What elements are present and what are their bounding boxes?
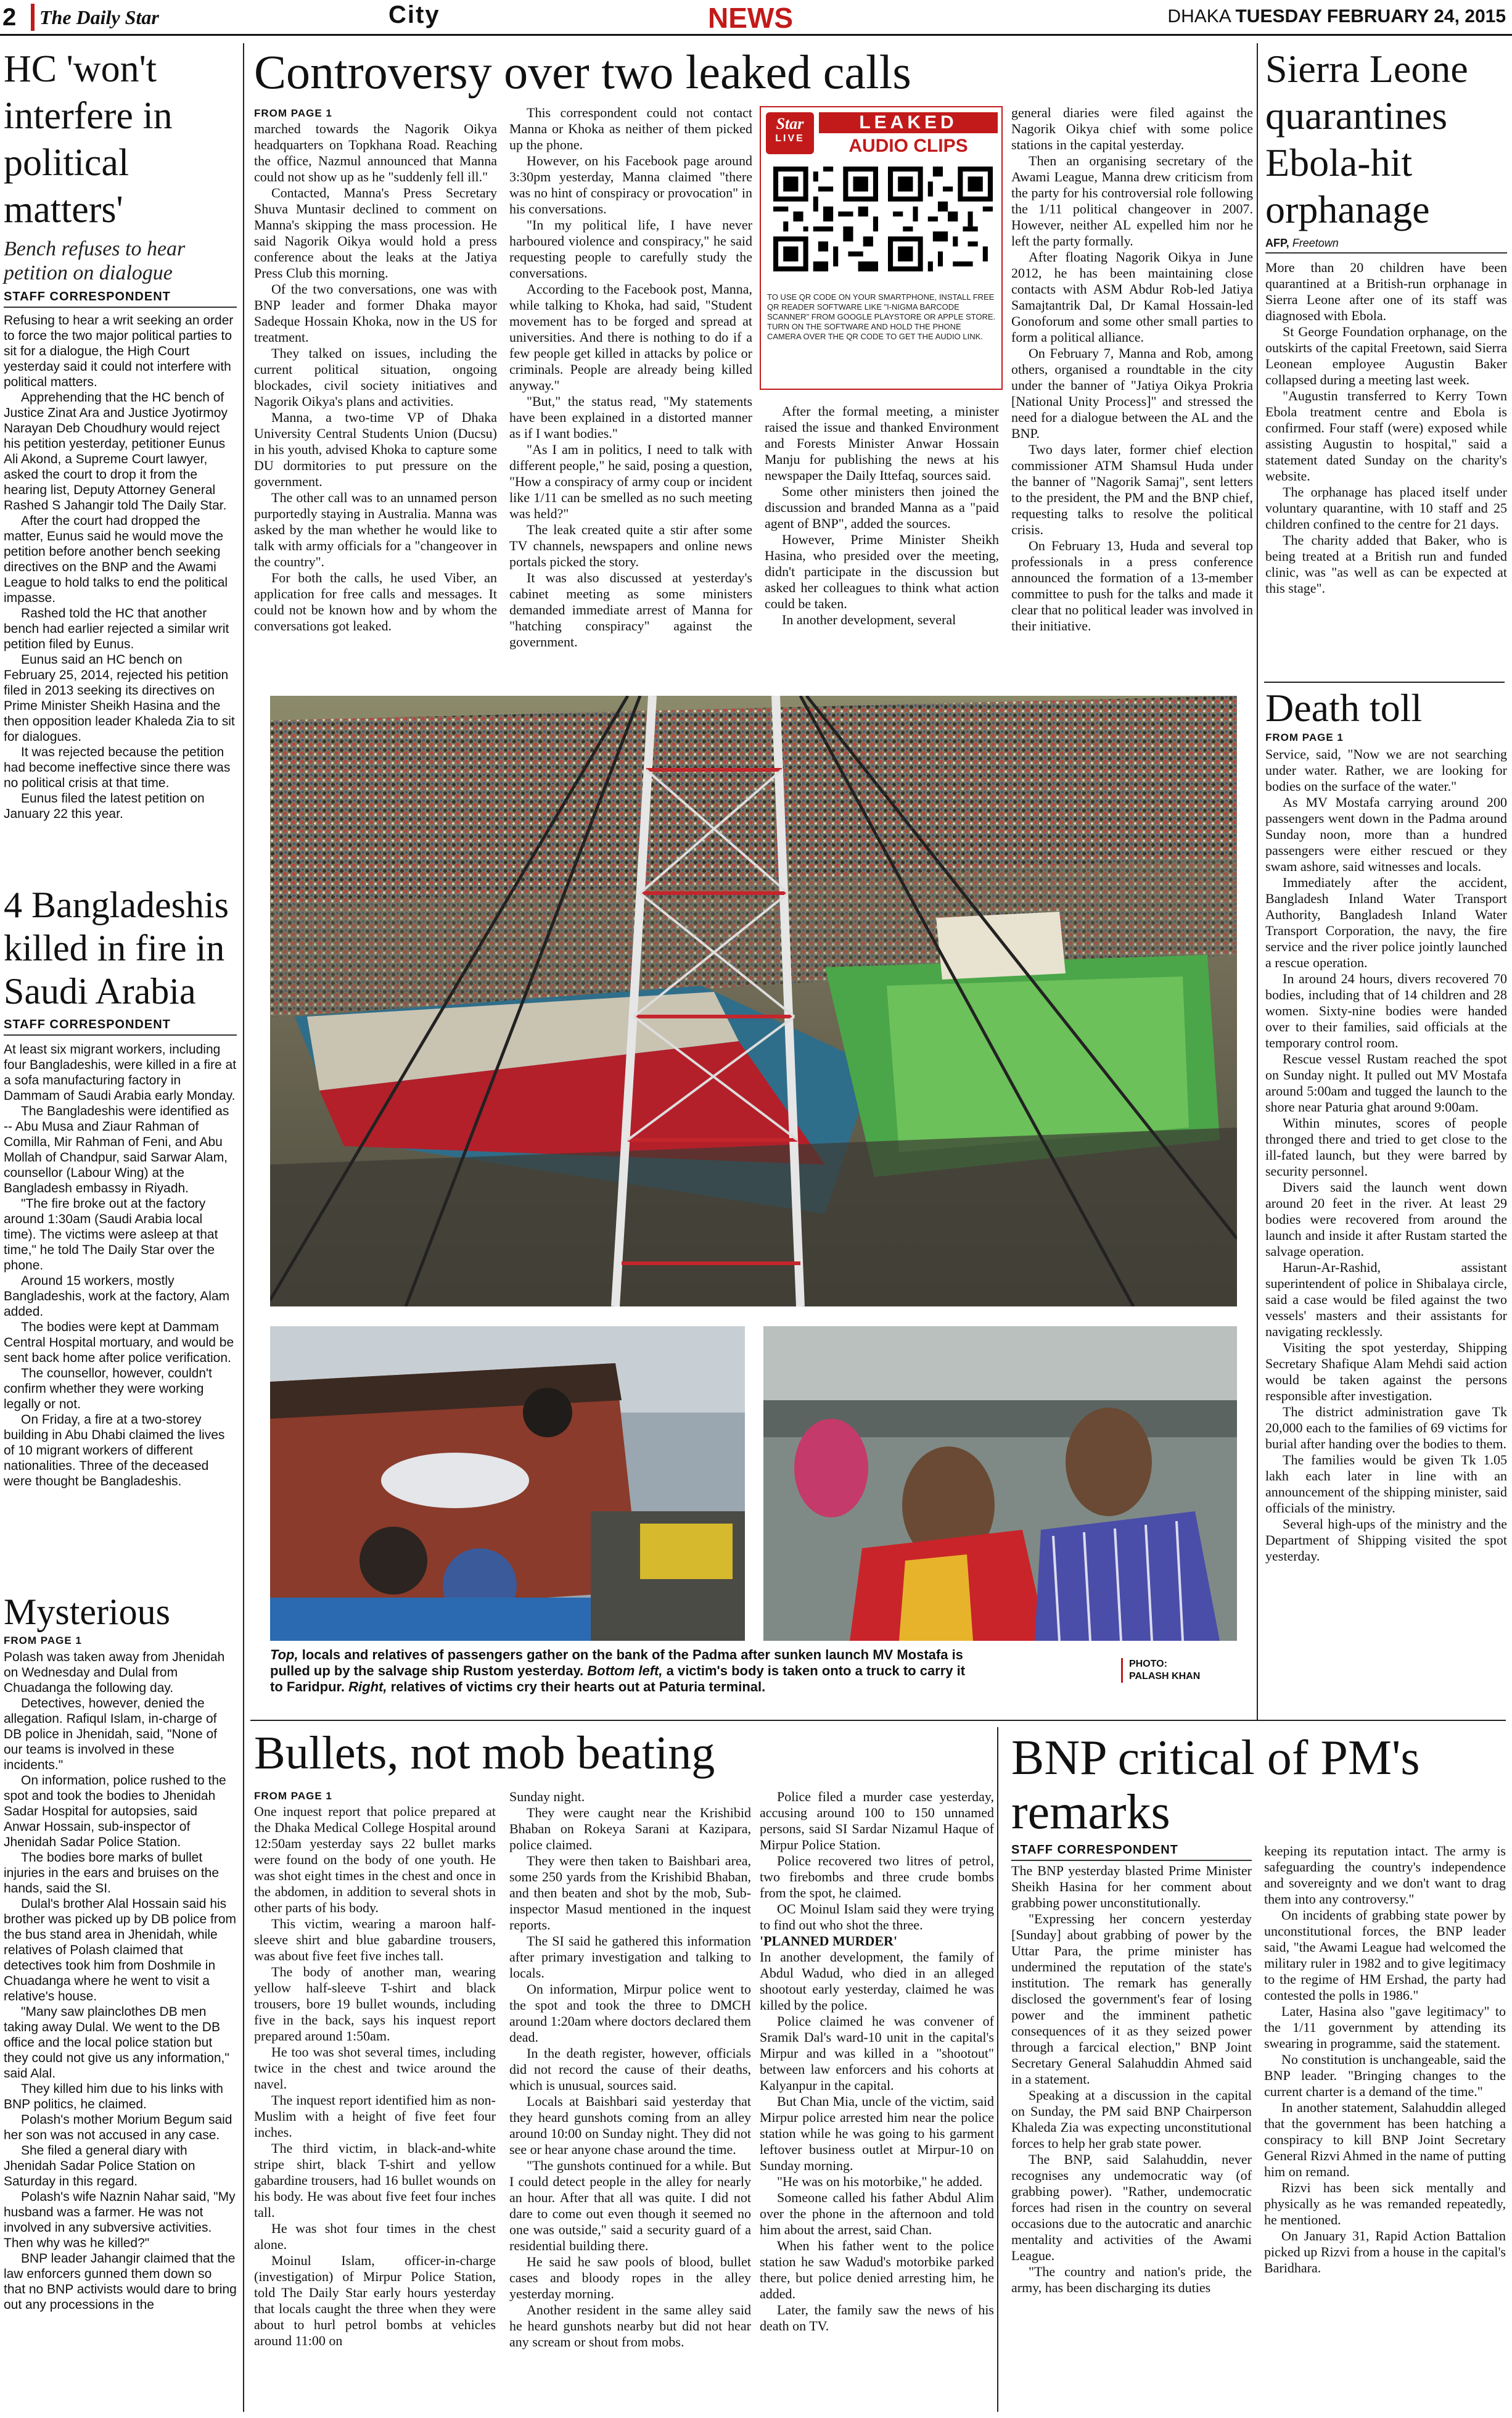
paragraph: According to the Facebook post, Manna, while talking to Khoka, had said, "Student movement has to be forged and spread at universities. And there is nothing to do if a few people get killed in attacks by police or criminals. People are already being killed anyway." [509, 281, 752, 393]
dateline-city: DHAKA [1167, 6, 1231, 27]
headline-bullets: Bullets, not mob beating [254, 1727, 715, 1779]
paragraph: The third victim, in black-and-white stripe shirt, black T-shirt and yellow gabardine trousers, had 16 bullet wounds on his body. He was about five feet four inches tall. [254, 2140, 496, 2220]
paragraph: Of the two conversations, one was with BNP leader and former Dhaka mayor Sadeque Hossain Khoka, now in the US for treatment. [254, 281, 497, 345]
paragraph: It was also discussed at yesterday's cabinet meeting as some ministers demanded immediate arrest of Manna for "hatching conspiracy" against the government. [509, 570, 752, 650]
paragraph: Rashed told the HC that another bench had earlier rejected a similar writ petition filed by Eunus. [4, 606, 229, 652]
paragraph: Harun-Ar-Rashid, assistant superintendent of police in Shibalaya circle, said a case would be filed against the two vessels' masters and their assistants for navigating recklessly. [1265, 1260, 1507, 1339]
paragraph: This victim, wearing a maroon half-sleeve shirt and blue gabardine trousers, was about five feet five inches tall. [254, 1916, 496, 1963]
paragraph: Apprehending that the HC bench of Justice Zinat Ara and Justice Jyotirmoy Narayan Deb Choudhury would reject his petition yesterday, petitioner Eunus Ali Akond, a Supreme Court lawyer, asked the court to drop it from the hearing list, Deputy Attorney General Rashed S Jahangir told The Daily Star. [4, 390, 228, 513]
promo-title-2: AUDIO CLIPS [848, 136, 968, 156]
jump-label: FROM PAGE 1 [1265, 732, 1344, 743]
paragraph: The SI said he gathered this information after primary investigation and talking to locals. [509, 1933, 751, 1981]
source-agency: AFP, [1265, 237, 1289, 249]
paragraph: Contacted, Manna's Press Secretary Shuva Muntasir declined to comment on Manna's skipping the mass procession. He said Nagorik Oikya would hold a press conference about the leaks at the Jatiya Press Club this morning. [254, 185, 497, 281]
paragraph: Sunday night. [509, 1789, 585, 1804]
photo-grieving-relatives-image [763, 1326, 1237, 1641]
body-bnp-col1 [1011, 1863, 1252, 2412]
paragraph: "As I am in politics, I need to talk with different people," he said, posing a question, "How a conspiracy of army coup or incident like 1/11 can be smelled as no such meeting was held?" [509, 442, 752, 521]
paragraph: Several high-ups of the ministry and the Department of Shipping visited the spot yesterday. [1265, 1516, 1507, 1564]
paragraph: The orphanage has placed itself under voluntary quarantine, with 10 staff and 25 children confined to the centre for 21 days. [1265, 484, 1507, 532]
caption-top-label: Top, [270, 1647, 298, 1662]
paragraph: Someone called his father Abdul Alim over the phone in the afternoon and told him about the arrest, said Chan. [760, 2190, 994, 2237]
paragraph: "In my political life, I have never harboured violence and conspiracy," he said requesting people to carefully study the conversations. [509, 217, 752, 281]
paragraph: BNP leader Jahangir claimed that the law enforcers gunned them down so that no BNP activists would dare to bring out any processions in the [4, 2251, 237, 2312]
paragraph: Locals at Baishbari said yesterday that they heard gunshots coming from an alley around 10:00 on Sunday night. They did not see or hear anyone chase around the time. [509, 2094, 751, 2157]
paragraph: Manna, a two-time VP of Dhaka University Central Students Union (Ducsu) in his youth, advised Khoka to capture some DU dormitories to put pressure on the government. [254, 410, 497, 489]
paragraph: The BNP, said Salahuddin, never recognises any undemocratic way (of grabbing power). "Rather, undemocratic forces had risen in the country on several occasions due to the autocratic and anarchic mentality and activities of the Awami League. [1011, 2152, 1252, 2263]
paragraph: She filed a general diary with Jhenidah Sadar Police Station on Saturday in this regard. [4, 2144, 195, 2189]
paragraph: Rescue vessel Rustam reached the spot on Sunday night. It pulled out MV Mostafa around 5:00am and tugged the launch to the shore near Paturia ghat around 9:00am. [1265, 1051, 1507, 1115]
paragraph: Later, the family saw the news of his death on TV. [760, 2302, 994, 2333]
paragraph: It was rejected because the petition had become ineffective since there was no political crisis at that time. [4, 745, 231, 791]
byline-saudi: STAFF CORRESPONDENT [4, 1018, 237, 1036]
page-number: 2 [2, 4, 17, 31]
dateline [1167, 6, 1506, 27]
photo-credit-label: PHOTO: [1129, 1659, 1167, 1669]
paragraph: They were then taken to Baishbari area, some 250 yards from the Krishibid Bhaban, and then beaten and shot by the mob, Sub-inspector Masud mentioned in the inquest reports. [509, 1853, 751, 1933]
paragraph: The families would be given Tk 1.05 lakh each later in line with an announcement of the shipping minister, said officials of the ministry. [1265, 1452, 1507, 1516]
paragraph: On February 7, Manna and Rob, among others, organised a roundtable in the city under the banner of "Jatiya Oikya Prokria [National Unity Process]" and stressed the need for a dialogue between the AL and the BNP. [1011, 345, 1253, 441]
paragraph: At least six migrant workers, including four Bangladeshis, were killed in a fire at a sofa manufacturing factory in Dammam of Saudi Arabia early Monday. [4, 1042, 237, 1103]
body-leaked-col2 [509, 105, 752, 688]
photo-body-truck [270, 1326, 745, 1641]
body-bullets-col1 [254, 1804, 496, 2412]
leaked-audio-promo [760, 106, 1003, 390]
caption-text-2: a victim's body is taken onto a truck to carry it to Faridpur. [270, 1663, 966, 1694]
paragraph: Some other ministers then joined the discussion and branded Manna as a "paid agent of BNP", added the sources. [765, 484, 999, 531]
body-bullets-col2 [509, 1789, 751, 2412]
paragraph: On February 13, Huda and several top professionals in a press conference announced the formation of a 13-member committee to push for the talks and made it clear that no political leader was involved in their initiative. [1011, 538, 1253, 633]
body-death-toll [1265, 746, 1507, 1721]
headline-sierra: Sierra Leone quarantines Ebola-hit orphanage [1265, 47, 1468, 231]
article-hc [4, 46, 237, 868]
paragraph: Polash was taken away from Jhenidah on Wednesday and Dulal from Chuadanga the following day. [4, 1650, 225, 1695]
paragraph: In around 24 hours, divers recovered 70 bodies, including that of 14 children and 28 women. Sixty-nine bodies were handed over to their families, said officials at the temporary control room. [1265, 971, 1507, 1050]
dateline-date: TUESDAY FEBRUARY 24, 2015 [1235, 6, 1506, 27]
paragraph: No constitution is unchangeable, said the BNP leader. "Bringing changes to the current charter is a demand of the time." [1264, 2052, 1506, 2099]
paragraph: When his father went to the police station he saw Wadud's motorbike parked there, but police denied arresting him, he added. [760, 2238, 994, 2301]
paragraph: On Friday, a fire at a two-storey building in Abu Dhabi claimed the lives of 10 migrant workers of different nationalities. Three of the deceased were thought be Bangladeshis. [4, 1413, 225, 1488]
body-leaked-col3 [765, 403, 999, 688]
promo-title-1: LEAKED [819, 112, 998, 133]
paragraph: Around 15 workers, mostly Bangladeshis, work at the factory, Alam added. [4, 1274, 230, 1319]
paragraph: Then an organising secretary of the Awami League, Manna drew criticism from the party for his controversial role following the 1/11 political changeover in 2007. However, neither AL expelled him nor he left the party formally. [1011, 153, 1253, 249]
paragraph: marched towards the Nagorik Oikya headquarters on Topkhana Road. Reaching the office, Nazmul announced that Manna could not show up as he "suddenly fell ill." [254, 121, 497, 184]
byline-bnp: STAFF CORRESPONDENT [1011, 1843, 1252, 1861]
paragraph: However, on his Facebook page around 3:30pm yesterday, Manna claimed "there was no hint of conspiracy or provocation" in his conversations. [509, 153, 752, 217]
paragraph: On incidents of grabbing state power by unconstitutional forces, the BNP leader said, "the Awami League had welcomed the military ruler in 1982 and to give legitimacy to the regime of HM Ershad, the party had contested the polls in 1986." [1264, 1907, 1506, 2003]
caption-right-label: Right, [348, 1679, 387, 1694]
paragraph: "The gunshots continued for a while. But I could detect people in the alley for nearly an hour. After that all was quite. I did not dare to come out even though it seemed no one was outside," said a security guard of a residential building there. [509, 2158, 751, 2253]
paragraph: In another development, several [782, 612, 956, 627]
paragraph: He said he saw pools of blood, bullet cases and bloody ropes in the alley yesterday morning. [509, 2254, 751, 2301]
headline-death-toll: Death toll [1265, 686, 1423, 730]
paragraph: This correspondent could not contact Manna or Khoka as neither of them picked up the phone. [509, 105, 752, 152]
photo-credit-name: PALASH KHAN [1129, 1671, 1201, 1681]
section-name: City [388, 1, 440, 28]
paragraph: The bodies were kept at Dammam Central Hospital mortuary, and would be sent back home after police verification. [4, 1320, 234, 1365]
paragraph: The charity added that Baker, who is being treated at a British run and funded clinic, was "as well as can be expected at this stage". [1265, 532, 1507, 596]
paragraph: Speaking at a discussion in the capital on Sunday, the PM said BNP Chairperson Khaleda Zia was expecting unconstitutional forces to help her grab state power. [1011, 2087, 1252, 2151]
masthead-logo: The Daily Star [39, 6, 159, 28]
paragraph: Within minutes, scores of people thronged there and tried to get close to the ill-fated launch, but they were barred by security personnel. [1265, 1115, 1507, 1179]
paragraph: Moinul Islam, officer-in-charge (investigation) of Mirpur Police Station, told The Daily Star early hours yesterday that locals caught the three when they were about to hurl petrol bombs at vehicles around 11:00 on [254, 2253, 496, 2348]
paragraph: The inquest report identified him as non-Muslim with a height of five feet four inches. [254, 2092, 496, 2140]
paragraph: St George Foundation orphanage, on the outskirts of the capital Freetown, said Sierra Leonean employee Augustin Baker collapsed during a meeting last week. [1265, 324, 1507, 387]
article-death-toll [1265, 685, 1507, 1721]
paragraph: He was shot four times in the chest alone. [254, 2221, 496, 2252]
paragraph: In another development, the family of Abdul Wadud, who died in an alleged shootout early yesterday, claimed he was killed by the police. [760, 1949, 994, 2013]
paragraph: "He was on his motorbike," he added. [777, 2174, 983, 2189]
qr-code-2[interactable] [888, 167, 993, 271]
paragraph: "Expressing her concern yesterday [Sunday] about grabbing of power by the Uttar Para, the prime minister has undermined the reputation of the state's institution. The remark has generally disclosed the government's fear of losing power and the imminent pathetic consequences of it as they seized power through a farcical election," BNP Joint Secretary General Salahuddin Ahmed said in a statement. [1011, 1911, 1252, 2087]
body-bnp-col2 [1264, 1843, 1506, 2412]
column-rule-right [1257, 43, 1258, 1721]
headline-bnp: BNP critical of PM's remarks [1011, 1731, 1420, 1839]
star-logo-text: Star [776, 115, 804, 133]
jump-label: FROM PAGE 1 [4, 1635, 82, 1646]
live-logo-text: LIVE [775, 133, 805, 144]
paragraph: "The fire broke out at the factory around 1:30am (Saudi Arabia local time). The victims were asleep at that time," he told The Daily Star over the phone. [4, 1197, 218, 1273]
paragraph: The district administration gave Tk 20,000 each to the families of 69 victims for burial after handing over the bodies to them. [1265, 1404, 1507, 1451]
paragraph: Two days later, former chief election commissioner ATM Shamsul Huda under the banner of "Nagorik Samaj", sent letters to the president, the PM and the BNP chief, requesting talks to resolve the political crisis. [1011, 442, 1253, 537]
paragraph: Rizvi has been sick mentally and physically as he was remanded repeatedly, he mentioned. [1264, 2180, 1506, 2227]
paragraph: Detectives, however, denied the allegation. Rafiqul Islam, in-charge of DB police in Jhenidah, said, "None of our teams is involved in these incidents." [4, 1696, 217, 1772]
news-label: NEWS [708, 2, 793, 34]
paragraph: In another statement, Salahuddin alleged that the government has been hatching a conspiracy to kill BNP Joint Secretary General Rizvi Ahmed in the name of putting him on remand. [1264, 2100, 1506, 2179]
paragraph: Divers said the launch went down around 20 feet in the river. At least 29 bodies were recovered from around the launch and inside it after Rustam started the salvage operation. [1265, 1179, 1507, 1259]
paragraph: Eunus filed the latest petition on January 22 this year. [4, 791, 205, 822]
article-saudi [4, 883, 237, 1572]
body-saudi [4, 1042, 237, 1572]
body-bullets-col3 [760, 1789, 994, 2412]
paragraph: For both the calls, he used Viber, an application for free calls and messages. It could not be known how and by whom the conversations got leaked. [254, 570, 497, 633]
paragraph: The other call was to an unnamed person purportedly staying in Australia. Manna was asked by the man whether he would like to talk with army officials for a "changeover in the country". [254, 490, 497, 569]
source-city: Freetown [1292, 237, 1339, 249]
paragraph: Police filed a murder case yesterday, accusing around 100 to 150 unnamed persons, said SI Sardar Nizamul Haque of Mirpur Police Station. [760, 1789, 994, 1852]
paragraph: As MV Mostafa carrying around 200 passengers went down in the Padma around Sunday noon, more than a hundred passengers were either rescued or they swam ashore, said witnesses and locals. [1265, 794, 1507, 874]
paragraph: On information, Mirpur police went to the spot and took the three to DMCH around 1:20am where doctors declared them dead. [509, 1981, 751, 2045]
paragraph: They killed him due to his links with BNP politics, he claimed. [4, 2082, 223, 2111]
paragraph: general diaries were filed against the Nagorik Oikya chief with some police stations in the capital yesterday. [1011, 105, 1253, 152]
paragraph: More than 20 children have been quarantined at a British-run orphanage in Sierra Leone after one of its staff was diagnosed with Ebola. [1265, 260, 1507, 323]
subhead-planned-murder: 'PLANNED MURDER' [760, 1933, 898, 1949]
body-leaked-col1 [254, 121, 497, 688]
paragraph: Police claimed he was convener of Sramik Dal's ward-10 unit in the capital's Mirpur and was killed in a "shootout" between law enforcers and his cohorts at Kalyanpur in the capital. [760, 2013, 994, 2093]
column-rule-bottom [997, 1727, 998, 2412]
jump-label: FROM PAGE 1 [254, 107, 332, 119]
paragraph: After floating Nagorik Oikya in June 2012, he has been maintaining close contacts with ASM Abdur Rob-led Jatiya Samajtantrik Dal, Dr Kamal Hossain-led Gonoforum and some other small parties to form a political alliance. [1011, 249, 1253, 345]
photo-body-truck-image [270, 1326, 745, 1641]
paragraph: Police recovered two litres of petrol, two firebombs and three crude bombs from the spot, he claimed. [760, 1853, 994, 1900]
page-header [0, 0, 1512, 36]
byline-hc: STAFF CORRESPONDENT [4, 290, 237, 308]
deck-hc: Bench refuses to hear petition on dialogue [4, 237, 186, 285]
paragraph: After the formal meeting, a minister raised the issue and thanked Environment and Forests Minister Anwar Hossain Manju for publishing the news at his newspaper the Daily Ittefaq, sources said. [765, 403, 999, 483]
caption-text-1: locals and relatives of passengers gather on the bank of the Padma after sunken launch MV Mostafa is pulled up by the salvage ship Rustom yesterday. [270, 1647, 963, 1678]
headline-mysterious: Mysterious [4, 1591, 170, 1632]
headline-saudi: 4 Bangladeshis killed in fire in Saudi Arabia [4, 885, 229, 1012]
paragraph: "But," the status read, "My statements have been explained in a distorted manner as if I want bodies." [509, 394, 752, 441]
qr-instructions: TO USE QR CODE ON YOUR SMARTPHONE, INSTALL FREE QR READER SOFTWARE LIKE "I-NIGMA BARCODE SCANNER" FROM GOOGLE PLAYSTORE OR APPLE STORE. TURN ON THE SOFTWARE AND HOLD THE PHONE CAMERA OVER THE QR CODE TO GET THE AUDIO LINK. [767, 292, 996, 341]
paragraph: On January 31, Rapid Action Battalion picked up Rizvi from a house in the capital's Baridhara. [1264, 2228, 1506, 2276]
paragraph: The counsellor, however, couldn't confirm whether they were working legally or not. [4, 1366, 212, 1411]
paragraph: The Bangladeshis were identified as -- Abu Musa and Ziaur Rahman of Comilla, Mir Rahman of Feni, and Abu Mollah of Chandpur, said Sarwar Alam, counsellor (Labour Wing) at the Bangladesh embassy in Riyadh. [4, 1104, 229, 1195]
photo-caption [270, 1647, 979, 1695]
paragraph: "Augustin transferred to Kerry Town Ebola treatment centre and Ebola is confirmed. Four staff (were) exposed while assisting Augustin to hospital," said a statement dated Sunday on the charity's website. [1265, 388, 1507, 484]
paragraph: In the death register, however, officials did not record the cause of their deaths, which is unusual, sources said. [509, 2045, 751, 2093]
photo-salvaged-launch-image [270, 696, 1237, 1306]
photo-salvaged-launch [270, 696, 1237, 1306]
paragraph: They were caught near the Krishibid Bhaban on Rokeya Sarani at Kazipara, police claimed. [509, 1805, 751, 1852]
paragraph: He too was shot several times, including twice in the chest and twice around the navel. [254, 2044, 496, 2092]
paragraph: One inquest report that police prepared at the Dhaka Medical College Hospital around 12:50am yesterday says 22 bullet marks were found on the body of one youth. He was shot eight times in the chest and once in the abdomen, in addition to several shots in other parts of his body. [254, 1804, 496, 1915]
paragraph: After the court had dropped the matter, Eunus said he would move the petition before another bench seeking directives on the BNP and the Awami League to hold talks to end the political impasse. [4, 514, 228, 606]
headline-hc: HC 'won't interfere in political matters' [4, 48, 173, 231]
star-live-logo [766, 112, 814, 154]
paragraph: Polash's mother Morium Begum said her son was not accused in any case. [4, 2113, 232, 2142]
paragraph: Visiting the spot yesterday, Shipping Secretary Shafique Alam Mehdi said action would be taken against the persons responsible after investigation. [1265, 1340, 1507, 1403]
paragraph: But Chan Mia, uncle of the victim, said Mirpur police arrested him near the police station while he was going to his garment leftover business outlet at Mirpur-10 on Sunday morning. [760, 2094, 994, 2173]
photo-credit [1121, 1658, 1238, 1683]
page-number-divider [31, 4, 35, 31]
paragraph: "Many saw plainclothes DB men taking away Dulal. We went to the DB office and the local police station but they could not give us any information," said Alal. [4, 2005, 229, 2081]
paragraph: OC Moinul Islam said they were trying to find out who shot the three. [760, 1901, 994, 1933]
paragraph: Service, said, "Now we are not searching under water. Rather, we are looking for bodies on the surface of the water." [1265, 746, 1507, 794]
paragraph: Polash's wife Naznin Nahar said, "My husband was a farmer. He was not involved in any subversive activities. Then why was he killed?" [4, 2190, 236, 2250]
paragraph: keeping its reputation intact. The army is safeguarding the country's independence and sovereignty and we don't want to drag them into any controversy." [1264, 1843, 1506, 1907]
headline-leaked: Controversy over two leaked calls [254, 45, 911, 99]
paragraph: "The country and nation's pride, the army, has been discharging its duties [1011, 2264, 1252, 2295]
paragraph: The body of another man, wearing yellow half-sleeve T-shirt and black trousers, bore 19 bullet wounds, including five in the back, says his inquest report prepared around 1:50am. [254, 1964, 496, 2044]
paragraph: The bodies bore marks of bullet injuries in the ears and bruises on the hands, said the SI. [4, 1851, 220, 1896]
paragraph: On information, police rushed to the spot and took the bodies to Jhenidah Sadar Hospital for autopsies, said Anwar Hossain, sub-inspector of Jhenidah Sadar Police Station. [4, 1773, 226, 1849]
paragraph: Immediately after the accident, Bangladesh Inland Water Transport Authority, Bangladesh Inland Water Transport Corporation, the navy, the fire service and the river police jointly launched a rescue operation. [1265, 875, 1507, 970]
body-mysterious [4, 1649, 237, 2408]
body-hc [4, 313, 237, 868]
jump-label: FROM PAGE 1 [254, 1790, 332, 1802]
column-rule-left [243, 43, 244, 2412]
caption-text-3: relatives of victims cry their hearts out at Paturia terminal. [387, 1679, 766, 1694]
source-line [1265, 237, 1507, 254]
paragraph: Eunus said an HC bench on February 25, 2014, rejected his petition filed in 2013 seeking its directives on Prime Minister Sheikh Hasina and the then opposition leader Khaleda Zia to sit for dialogues. [4, 653, 235, 745]
paragraph: The leak created quite a stir after some TV channels, newspapers and online news portals picked the story. [509, 522, 752, 569]
article-sierra [1265, 46, 1507, 654]
caption-bottom-left-label: Bottom left, [587, 1663, 663, 1678]
body-sierra [1265, 260, 1507, 654]
paragraph: They talked on issues, including the current political situation, ongoing blockades, civil society initiatives and Nagorik Oikya's plans and activities. [254, 345, 497, 409]
paragraph: Later, Hasina also "gave legitimacy" to the 1/11 government by attending its swearing in programme, said the statement. [1264, 2003, 1506, 2051]
photo-grieving-relatives [763, 1326, 1237, 1641]
paragraph: Refusing to hear a writ seeking an order to force the two major political parties to sit for a dialogue, the High Court yesterday said it could not interfere with political matters. [4, 313, 234, 390]
paragraph: Dulal's brother Alal Hossain said his brother was picked up by DB police from the bus stand area in Jhenidah, while relatives of Polash claimed that detectives took him from Doshmile in Chuadanga where he went to visit a relative's house. [4, 1897, 237, 2003]
paragraph: Another resident in the same alley said he heard gunshots nearby but did not hear any scream or shout from mobs. [509, 2302, 751, 2350]
body-leaked-col4 [1011, 105, 1253, 688]
paragraph: However, Prime Minister Sheikh Hasina, who presided over the meeting, didn't participate in the discussion but asked her colleagues to think what action could be taken. [765, 532, 999, 611]
article-mysterious [4, 1590, 237, 2408]
paragraph: The BNP yesterday blasted Prime Minister Sheikh Hasina for her comment about grabbing power unconstitutionally. [1011, 1863, 1252, 1910]
section-rule-right [1264, 682, 1505, 683]
qr-code-1[interactable] [773, 167, 878, 271]
